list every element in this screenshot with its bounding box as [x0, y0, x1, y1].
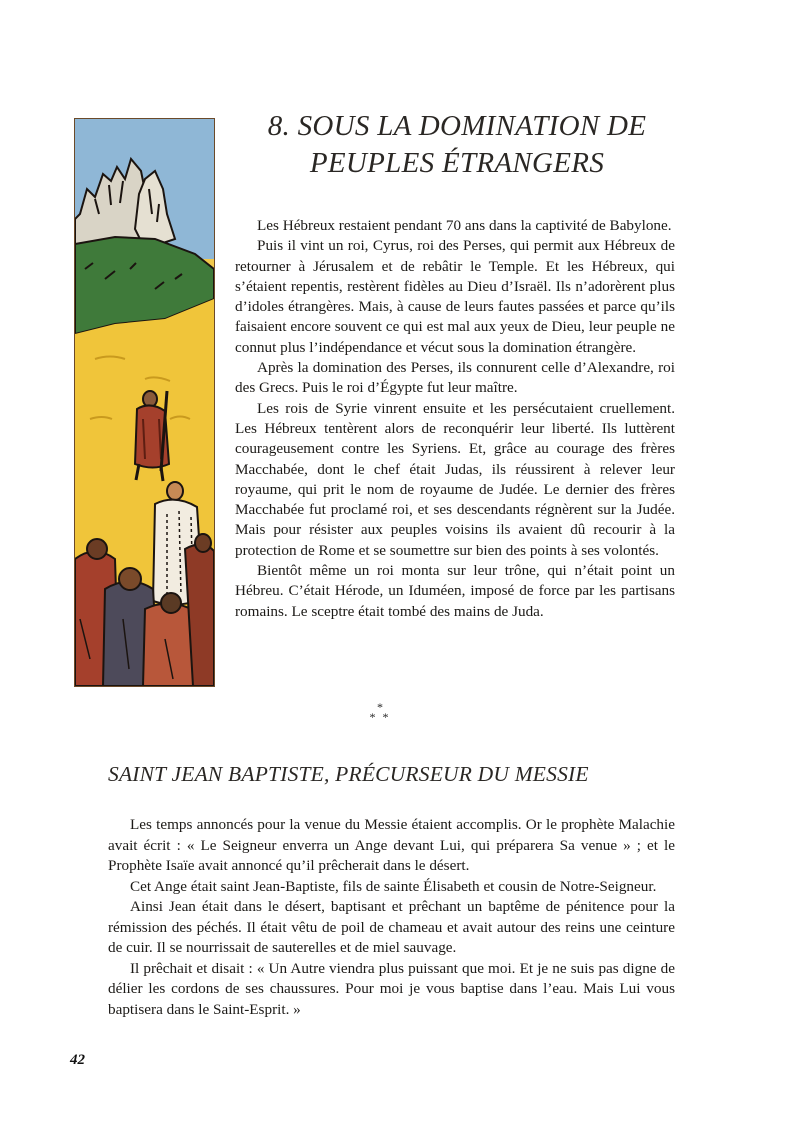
page-number: 42: [70, 1052, 85, 1068]
paragraph: Puis il vint un roi, Cyrus, roi des Perses, qui permit aux Hébreux de retourner à Jérusalem et de rebâtir le Temple. Et les Hébreux, qui s’étaient repentis, restèrent fidèles au Dieu d’Israël. Ils n’adorèrent plus d’idoles étrangères. Mais, à cause de leurs fautes passées et parce qu’ils faisaient encore souvent ce qui est mal aux yeux de Dieu, leur peuple ne connut plus l’indépendance et vécut sous la domination étrangère.: [235, 237, 675, 356]
separator-star-top: *: [377, 700, 383, 714]
paragraph: Après la domination des Perses, ils connurent celle d’Alexandre, roi des Grecs. Puis le roi d’Égypte fut leur maître.: [235, 359, 675, 397]
separator-stars-bottom: * *: [369, 710, 391, 724]
paragraph: Cet Ange était saint Jean-Baptiste, fils de sainte Élisabeth et cousin de Notre-Seigneur.: [130, 877, 657, 895]
chapter-body: [235, 216, 675, 622]
desert-preaching-illustration: [75, 119, 214, 686]
paragraph: Il prêchait et disait : « Un Autre viendra plus puissant que moi. Et je ne suis pas digne de délier les cordons de ses chaussures. Pour moi je vous baptise dans l’eau. Mais Lui vous baptisera dans le Saint-Esprit. »: [108, 959, 675, 1018]
paragraph: Bientôt même un roi monta sur leur trône, qui n’était point un Hébreu. C’était Hérode, un Iduméen, imposé de force par les partisans romains. Le sceptre était tombé des mains de Juda.: [235, 562, 675, 620]
section-separator: [350, 702, 410, 726]
chapter-title-line-1: 8. SOUS LA DOMINATION DE: [267, 110, 647, 142]
chapter-title: [222, 108, 692, 182]
section-body: [108, 815, 675, 1020]
section-title: SAINT JEAN BAPTISTE, PRÉCURSEUR DU MESSIE: [108, 762, 589, 786]
paragraph: Ainsi Jean était dans le désert, baptisant et prêchant un baptême de pénitence pour la rémission des péchés. Il était vêtu de poil de chameau et avait autour des reins une ceinture de cuir. Il se nourrissait de sauterelles et de miel sauvage.: [108, 898, 675, 956]
chapter-title-line-2: PEUPLES ÉTRANGERS: [309, 147, 605, 179]
paragraph: Les temps annoncés pour la venue du Messie étaient accomplis. Or le prophète Malachie avait écrit : « Le Seigneur enverra un Ange devant Lui, qui préparera Sa venue » ; et le Prophète Isaïe avait annoncé qu’il prêcherait dans le désert.: [108, 816, 675, 874]
paragraph: Les Hébreux restaient pendant 70 ans dans la captivité de Babylone.: [257, 217, 672, 234]
paragraph: Les rois de Syrie vinrent ensuite et les persécutaient cruellement. Les Hébreux tentèrent alors de reconquérir leur liberté. Ils luttèrent courageusement contre les Syriens. Et, grâce au courage des frères Macchabée, dont le chef était Judas, ils réussirent à relever leur royaume, qui prit le nom de royaume de Judée. Le dernier des frères Macchabée fut proclamé roi, et ses descendants régnèrent sur la Judée. Mais pour résister aux peuples voisins ils avaient dû recourir à la protection de Rome et se soumettre sur bien des points à ses volontés.: [235, 399, 675, 559]
illustration-panel: [74, 118, 215, 687]
